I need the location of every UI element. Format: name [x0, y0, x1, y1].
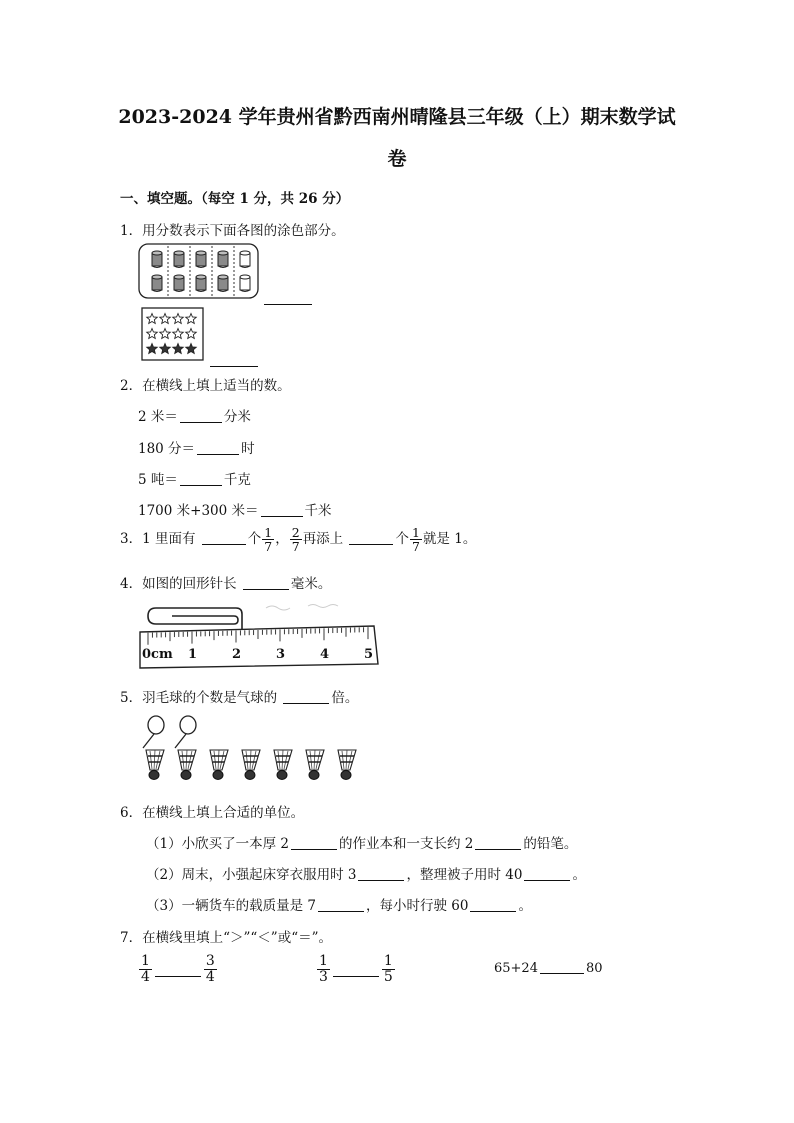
question-6-text: 6．在横线上填上合适的单位。	[120, 805, 305, 821]
q7-c1-left-fraction: $\frac{1}{4}$	[141, 953, 150, 985]
balloon-icon	[143, 716, 164, 748]
cylinder-icon	[218, 251, 228, 268]
question-2-text: 2．在横线上填上适当的数。	[120, 378, 291, 394]
q6-sentence-1: （1）小欣买了一本厚 2 的作业本和一支长约 2 的铅笔。	[146, 836, 578, 852]
q4-text: 4．如图的回形针长	[120, 576, 237, 592]
shuttlecock-icon	[274, 750, 292, 780]
q2-item-2-unit: 时	[241, 441, 255, 457]
q7-c2-right-fraction: $\frac{1}{5}$	[383, 953, 393, 985]
question-1-text: 1．用分数表示下面各图的涂色部分。	[120, 223, 345, 239]
q3-comma: ，	[275, 531, 289, 548]
question-4	[120, 572, 331, 592]
cylinder-icon	[196, 275, 206, 292]
q6-sentence-3: （3）一辆货车的载质量是 7 ，每小时行驶 60 。	[146, 898, 532, 914]
q3-fraction-c: $\frac{1}{7}$	[411, 525, 420, 555]
q2-item-4-left: 1700 米+300 米＝	[138, 503, 259, 519]
q2-blank-3[interactable]	[180, 471, 222, 486]
ruler-label: 5	[364, 647, 374, 662]
q2-item-1-unit: 分米	[223, 409, 251, 425]
cylinder-icon	[174, 251, 184, 268]
shuttlecock-icon	[338, 750, 356, 780]
q1-cylinders-figure	[138, 243, 263, 301]
q2-blank-1[interactable]	[180, 408, 222, 423]
ruler-label: 4	[320, 647, 330, 662]
q2-item-4	[138, 499, 332, 519]
q6-s3-blank-1[interactable]	[318, 897, 364, 912]
q5-blank[interactable]	[283, 689, 329, 704]
ruler-label: 1	[188, 647, 198, 662]
q4-ruler-figure	[138, 600, 383, 672]
q3-fraction-b: $\frac{2}{7}$	[291, 525, 300, 555]
q2-item-1	[138, 405, 251, 425]
q2-blank-4[interactable]	[261, 502, 303, 517]
ruler-label: 3	[276, 647, 286, 662]
q7-blank-2[interactable]	[333, 962, 379, 977]
q2-item-3-unit: 千克	[223, 472, 251, 488]
balloon-icon	[175, 716, 196, 748]
q3-prefix: 3．1 里面有	[120, 531, 196, 548]
q6-s1-blank-1[interactable]	[291, 835, 337, 850]
q7-blank-3[interactable]	[540, 959, 584, 974]
q2-item-3-left: 5 吨＝	[138, 472, 178, 488]
q3-suffix: 就是 1。	[422, 531, 477, 548]
q2-item-4-unit: 千米	[304, 503, 332, 519]
q6-sentence-2: （2）周末，小强起床穿衣服用时 3 ，整理被子用时 40 。	[146, 867, 586, 883]
q3-blank-1[interactable]	[202, 530, 246, 545]
cylinder-icon	[240, 275, 250, 292]
q2-item-2-left: 180 分＝	[138, 441, 196, 457]
cylinder-icon	[152, 275, 162, 292]
ruler-body	[140, 626, 378, 668]
q5-shuttlecocks-figure	[138, 746, 388, 782]
cylinder-icon	[152, 251, 162, 268]
q2-item-1-left: 2 米＝	[138, 409, 178, 425]
q7-blank-1[interactable]	[155, 962, 201, 977]
q3-blank-2[interactable]	[349, 530, 393, 545]
q2-blank-2[interactable]	[197, 440, 239, 455]
q5-balloons-figure	[138, 714, 258, 750]
q1-answer-blank-2[interactable]	[210, 352, 258, 367]
q3-add-text: 再添上	[302, 531, 344, 548]
q7-compare-3	[494, 959, 603, 976]
q6-s2-blank-2[interactable]	[524, 866, 570, 881]
faint-scribble	[266, 605, 338, 611]
shuttlecock-icon	[146, 750, 164, 780]
q1-stars-figure	[141, 307, 204, 361]
q7-c3-right: 80	[585, 961, 603, 976]
q6-s3-blank-2[interactable]	[470, 897, 516, 912]
q3-unit-2: 个	[395, 531, 409, 548]
q3-unit-1: 个	[247, 531, 262, 548]
shuttlecock-icon	[306, 750, 324, 780]
ruler-label: 2	[232, 647, 242, 662]
exam-title-line1: 2023-2024 学年贵州省黔西南州晴隆县三年级（上）期末数学试	[118, 106, 676, 128]
q2-item-2	[138, 437, 255, 457]
q2-item-3	[138, 468, 251, 488]
question-3	[120, 526, 476, 553]
cylinder-icon	[174, 275, 184, 292]
shuttlecock-icon	[178, 750, 196, 780]
q6-s2-blank-1[interactable]	[358, 866, 404, 881]
paper-clip-icon	[148, 608, 242, 630]
q5-text: 5．羽毛球的个数是气球的	[120, 690, 278, 706]
cylinder-icon	[218, 275, 228, 292]
q3-fraction-a: $\frac{1}{7}$	[264, 525, 273, 555]
q7-c1-right-fraction: $\frac{3}{4}$	[205, 953, 215, 985]
ruler-label: 0cm	[142, 647, 173, 662]
cylinder-icon	[240, 251, 250, 268]
question-5	[120, 686, 358, 706]
q4-blank[interactable]	[243, 575, 289, 590]
q4-unit: 毫米。	[290, 576, 332, 592]
q7-c3-left: 65+24	[494, 961, 538, 976]
section-heading: 一、填空题。（每空 1 分，共 26 分）	[120, 191, 350, 207]
exam-title-line2: 卷	[387, 148, 407, 170]
q1-answer-blank-1[interactable]	[264, 290, 312, 305]
q6-s1-blank-2[interactable]	[475, 835, 521, 850]
q7-compare-2	[316, 954, 396, 984]
shuttlecock-icon	[210, 750, 228, 780]
q7-c2-left-fraction: $\frac{1}{3}$	[319, 953, 328, 985]
cylinder-icon	[196, 251, 206, 268]
question-7-text: 7．在横线里填上“＞”“＜”或“＝”。	[120, 930, 332, 946]
q5-unit: 倍。	[331, 690, 359, 706]
shuttlecock-icon	[242, 750, 260, 780]
q7-compare-1	[138, 954, 218, 984]
